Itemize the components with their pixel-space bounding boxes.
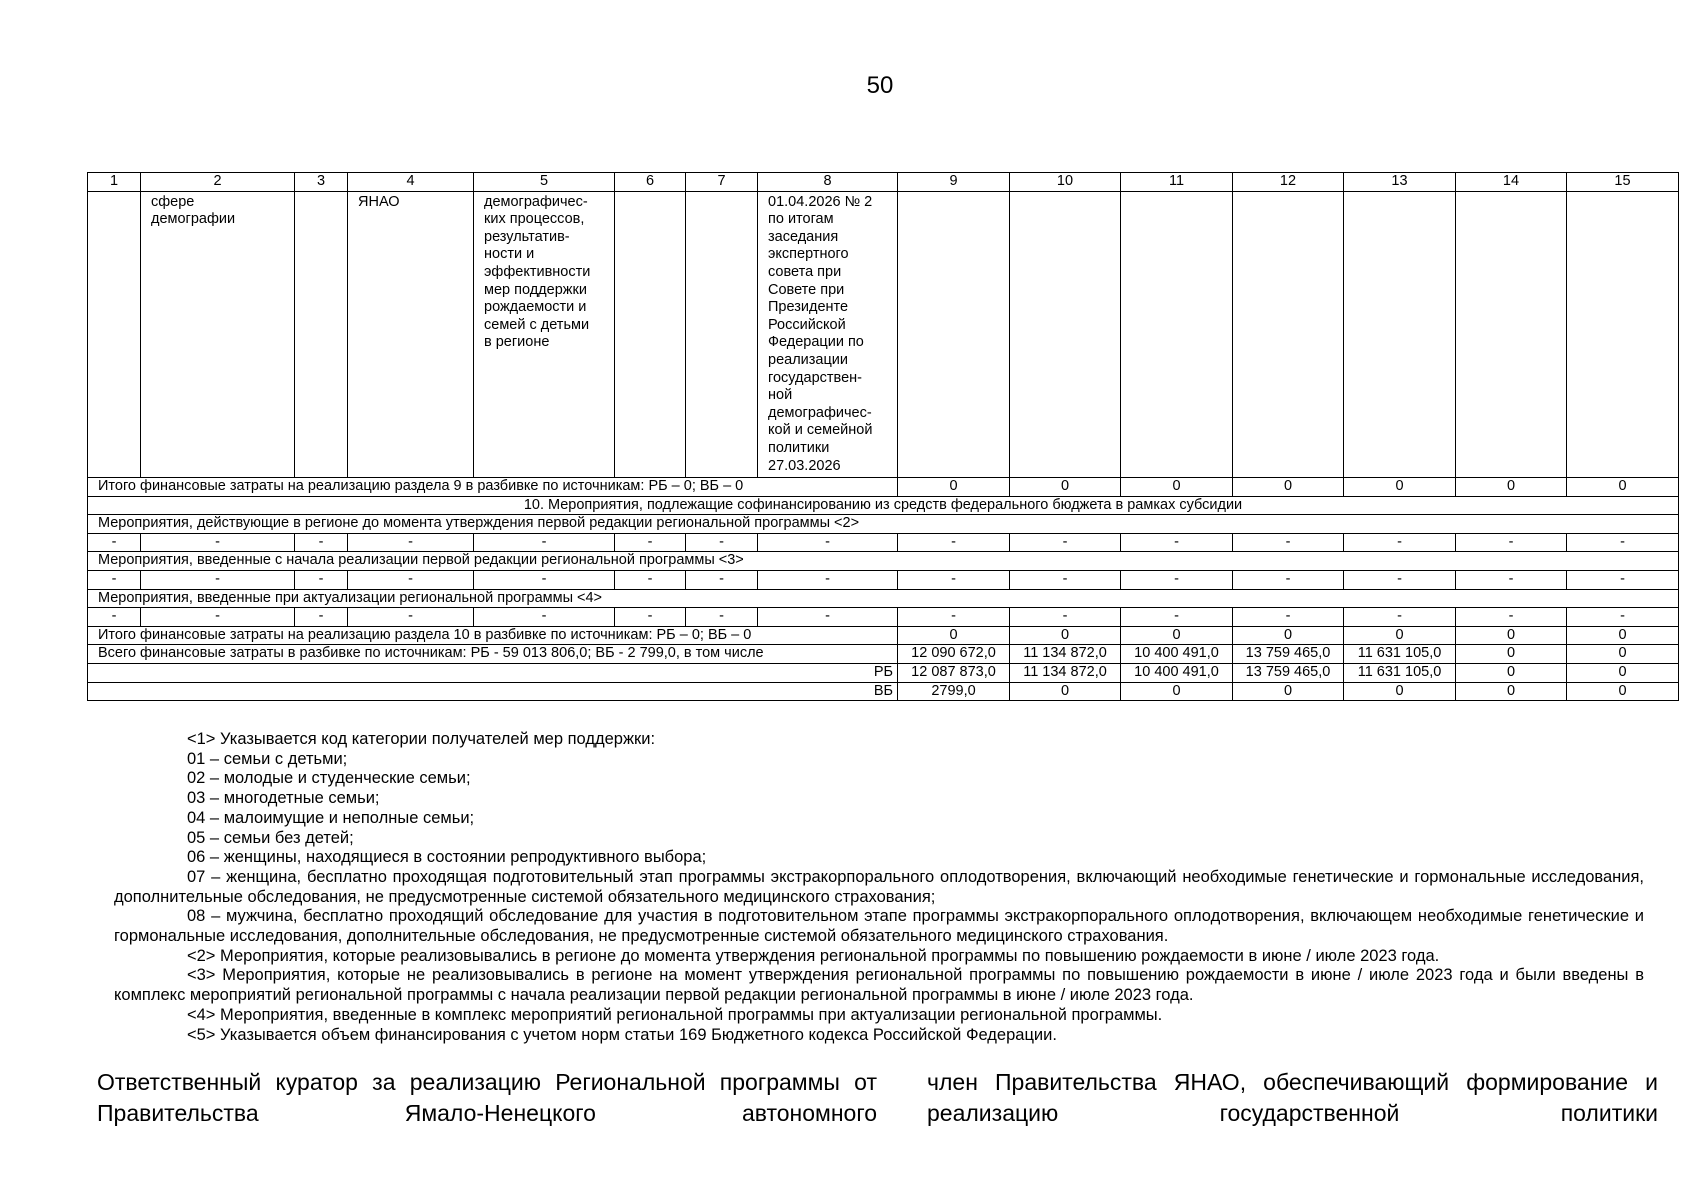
- column-number: 15: [1567, 173, 1679, 192]
- vb-label: ВБ: [88, 682, 898, 701]
- table-cell: [295, 191, 348, 478]
- vb-value: 0: [1121, 682, 1233, 701]
- footnote: 03 – многодетные семьи;: [187, 789, 380, 808]
- group-title: Мероприятия, введенные с начала реализации первой редакции региональной программы <3>: [88, 552, 1679, 571]
- total-value: 0: [1344, 478, 1456, 497]
- dash-cell: -: [1121, 571, 1233, 590]
- dash-cell: -: [141, 571, 295, 590]
- rb-value: 12 087 873,0: [898, 664, 1010, 683]
- column-number: 3: [295, 173, 348, 192]
- table-cell: [686, 191, 758, 478]
- rb-label: РБ: [88, 664, 898, 683]
- dash-cell: -: [758, 608, 898, 627]
- table-cell: [1344, 191, 1456, 478]
- dash-cell: -: [141, 608, 295, 627]
- table-cell: ЯНАО: [348, 191, 474, 478]
- dash-cell: -: [141, 533, 295, 552]
- dash-cell: -: [1456, 571, 1567, 590]
- total-value: 0: [1233, 626, 1344, 645]
- footnote: <1> Указывается код категории получателей мер поддержки:: [187, 730, 656, 748]
- total-value: 0: [1010, 478, 1121, 497]
- table-cell: 01.04.2026 № 2 по итогам заседания экспертного совета при Совете при Президенте Российской Федерации по реализации государствен- ной демографичес- кой и семейной политики 27.03.2026: [758, 191, 898, 478]
- total-value: 0: [1121, 478, 1233, 497]
- dash-cell: -: [1567, 533, 1679, 552]
- vb-value: 0: [1010, 682, 1121, 701]
- dash-cell: -: [686, 571, 758, 590]
- dash-cell: -: [1233, 533, 1344, 552]
- grand-total-value: 13 759 465,0: [1233, 645, 1344, 664]
- rb-value: 11 134 872,0: [1010, 664, 1121, 683]
- dash-cell: -: [898, 608, 1010, 627]
- total-value: 0: [1567, 626, 1679, 645]
- total-value: 0: [1456, 626, 1567, 645]
- vb-value: 0: [1567, 682, 1679, 701]
- dash-cell: -: [88, 608, 141, 627]
- dash-cell: -: [758, 571, 898, 590]
- dash-cell: -: [686, 533, 758, 552]
- vb-value: 0: [1344, 682, 1456, 701]
- grand-total-value: 11 134 872,0: [1010, 645, 1121, 664]
- empty-row: [88, 571, 1679, 590]
- grand-total-value: 0: [1456, 645, 1567, 664]
- grand-total-value: 10 400 491,0: [1121, 645, 1233, 664]
- footnote: 07 – женщина, бесплатно проходящая подготовительный этап программы экстракорпорального оплодотворения, включающий необходимые генетические и гормональные исследования, дополнительные обследования, не предусмотренные системой обязательного медицинского страхования;: [114, 867, 1644, 906]
- column-number: 14: [1456, 173, 1567, 192]
- total-value: 0: [1010, 626, 1121, 645]
- footnote: 02 – молодые и студенческие семьи;: [187, 769, 471, 788]
- group-row: [88, 589, 1679, 608]
- grand-total-row: [88, 645, 1679, 664]
- vb-value: 0: [1233, 682, 1344, 701]
- dash-cell: -: [615, 533, 686, 552]
- footnote: <2> Мероприятия, которые реализовывались в регионе до момента утверждения региональной программы по повышению рождаемости в июне / июле 2023 года.: [187, 946, 1440, 965]
- dash-cell: -: [474, 533, 615, 552]
- column-number: 2: [141, 173, 295, 192]
- total-value: 0: [1344, 626, 1456, 645]
- financing-table: [87, 172, 1679, 701]
- column-number: 13: [1344, 173, 1456, 192]
- column-number: 6: [615, 173, 686, 192]
- dash-cell: -: [898, 571, 1010, 590]
- rb-value: 11 631 105,0: [1344, 664, 1456, 683]
- dash-cell: -: [1456, 608, 1567, 627]
- dash-cell: -: [1567, 571, 1679, 590]
- dash-cell: -: [348, 571, 474, 590]
- grand-total-label: Всего финансовые затраты в разбивке по источникам: РБ - 59 013 806,0; ВБ - 2 799,0, в том числе: [88, 645, 898, 664]
- dash-cell: -: [758, 533, 898, 552]
- column-number: 1: [88, 173, 141, 192]
- column-number: 4: [348, 173, 474, 192]
- column-number: 8: [758, 173, 898, 192]
- group-row: [88, 515, 1679, 534]
- vb-row: [88, 682, 1679, 701]
- dash-cell: -: [88, 533, 141, 552]
- total-label: Итого финансовые затраты на реализацию раздела 9 в разбивке по источникам: РБ – 0; ВБ – 0: [88, 478, 898, 497]
- rb-value: 0: [1456, 664, 1567, 683]
- header-row: [88, 173, 1679, 192]
- table-cell: демографичес- ких процессов, результатив- ности и эффективности мер поддержки рождаемости и семей с детьми в регионе: [474, 191, 615, 478]
- rb-row: [88, 664, 1679, 683]
- dash-cell: -: [1344, 533, 1456, 552]
- column-number: 11: [1121, 173, 1233, 192]
- total-value: 0: [1456, 478, 1567, 497]
- footnote: 05 – семьи без детей;: [187, 828, 354, 847]
- vb-value: 0: [1456, 682, 1567, 701]
- dash-cell: -: [1010, 533, 1121, 552]
- total-row-section-10: [88, 626, 1679, 645]
- group-title: Мероприятия, введенные при актуализации региональной программы <4>: [88, 589, 1679, 608]
- grand-total-value: 0: [1567, 645, 1679, 664]
- dash-cell: -: [615, 608, 686, 627]
- table-cell: [1567, 191, 1679, 478]
- total-row-section-9: [88, 478, 1679, 497]
- footnote: 01 – семьи с детьми;: [187, 749, 348, 768]
- dash-cell: -: [474, 608, 615, 627]
- dash-cell: -: [1344, 608, 1456, 627]
- column-number: 7: [686, 173, 758, 192]
- grand-total-value: 12 090 672,0: [898, 645, 1010, 664]
- dash-cell: -: [1010, 608, 1121, 627]
- dash-cell: -: [348, 608, 474, 627]
- table-cell: [1456, 191, 1567, 478]
- dash-cell: -: [295, 533, 348, 552]
- rb-value: 10 400 491,0: [1121, 664, 1233, 683]
- footnote: 04 – малоимущие и неполные семьи;: [187, 808, 475, 827]
- footnotes: [114, 730, 1644, 1045]
- table-cell: [1233, 191, 1344, 478]
- footnote: <3> Мероприятия, которые не реализовывались в регионе на момент утверждения региональной программы по повышению рождаемости в июне / июле 2023 года и были введены в комплекс мероприятий региональной программы с начала реализации первой редакции региональной программы в июне / июле 2023 года.: [114, 966, 1644, 1005]
- signature-left: Ответственный куратор за реализацию Региональной программы от Правительства Ямало-Ненецкого автономного: [97, 1069, 877, 1126]
- dash-cell: -: [295, 571, 348, 590]
- column-number: 9: [898, 173, 1010, 192]
- section-title-row: [88, 496, 1679, 515]
- page-number: 50: [866, 72, 894, 99]
- total-label: Итого финансовые затраты на реализацию раздела 10 в разбивке по источникам: РБ – 0; ВБ – 0: [88, 626, 898, 645]
- grand-total-value: 11 631 105,0: [1344, 645, 1456, 664]
- dash-cell: -: [1233, 571, 1344, 590]
- dash-cell: -: [88, 571, 141, 590]
- dash-cell: -: [1567, 608, 1679, 627]
- column-number: 12: [1233, 173, 1344, 192]
- footnote: <4> Мероприятия, введенные в комплекс мероприятий региональной программы при актуализации региональной программы.: [187, 1005, 1163, 1024]
- empty-row: [88, 533, 1679, 552]
- table-cell: [615, 191, 686, 478]
- table-cell: [898, 191, 1010, 478]
- dash-cell: -: [1233, 608, 1344, 627]
- dash-cell: -: [295, 608, 348, 627]
- empty-row: [88, 608, 1679, 627]
- column-number: 5: [474, 173, 615, 192]
- total-value: 0: [898, 626, 1010, 645]
- total-value: 0: [1233, 478, 1344, 497]
- table-cell: [1121, 191, 1233, 478]
- dash-cell: -: [1010, 571, 1121, 590]
- group-title: Мероприятия, действующие в регионе до момента утверждения первой редакции региональной программы <2>: [88, 515, 1679, 534]
- dash-cell: -: [1456, 533, 1567, 552]
- dash-cell: -: [1344, 571, 1456, 590]
- rb-value: 13 759 465,0: [1233, 664, 1344, 683]
- total-value: 0: [898, 478, 1010, 497]
- dash-cell: -: [474, 571, 615, 590]
- table-cell: сфере демографии: [141, 191, 295, 478]
- total-value: 0: [1121, 626, 1233, 645]
- dash-cell: -: [348, 533, 474, 552]
- dash-cell: -: [898, 533, 1010, 552]
- dash-cell: -: [1121, 608, 1233, 627]
- table-row: [88, 191, 1679, 478]
- total-value: 0: [1567, 478, 1679, 497]
- signature-right: член Правительства ЯНАО, обеспечивающий формирование и реализацию государственной политики: [927, 1069, 1658, 1126]
- vb-value: 2799,0: [898, 682, 1010, 701]
- dash-cell: -: [686, 608, 758, 627]
- footnote: 06 – женщины, находящиеся в состоянии репродуктивного выбора;: [187, 848, 707, 867]
- footnote: <5> Указывается объем финансирования с учетом норм статьи 169 Бюджетного кодекса Российской Федерации.: [187, 1025, 1057, 1044]
- column-number: 10: [1010, 173, 1121, 192]
- group-row: [88, 552, 1679, 571]
- table-cell: [88, 191, 141, 478]
- table-cell: [1010, 191, 1121, 478]
- dash-cell: -: [1121, 533, 1233, 552]
- dash-cell: -: [615, 571, 686, 590]
- rb-value: 0: [1567, 664, 1679, 683]
- footnote: 08 – мужчина, бесплатно проходящий обследование для участия в подготовительном этапе программы экстракорпорального оплодотворения, включающем необходимые генетические и гормональные исследования, дополнительные обследования, не предусмотренные системой обязательного медицинского страхования.: [114, 907, 1644, 946]
- section-10-title: 10. Мероприятия, подлежащие софинансированию из средств федерального бюджета в рамках субсидии: [88, 496, 1679, 515]
